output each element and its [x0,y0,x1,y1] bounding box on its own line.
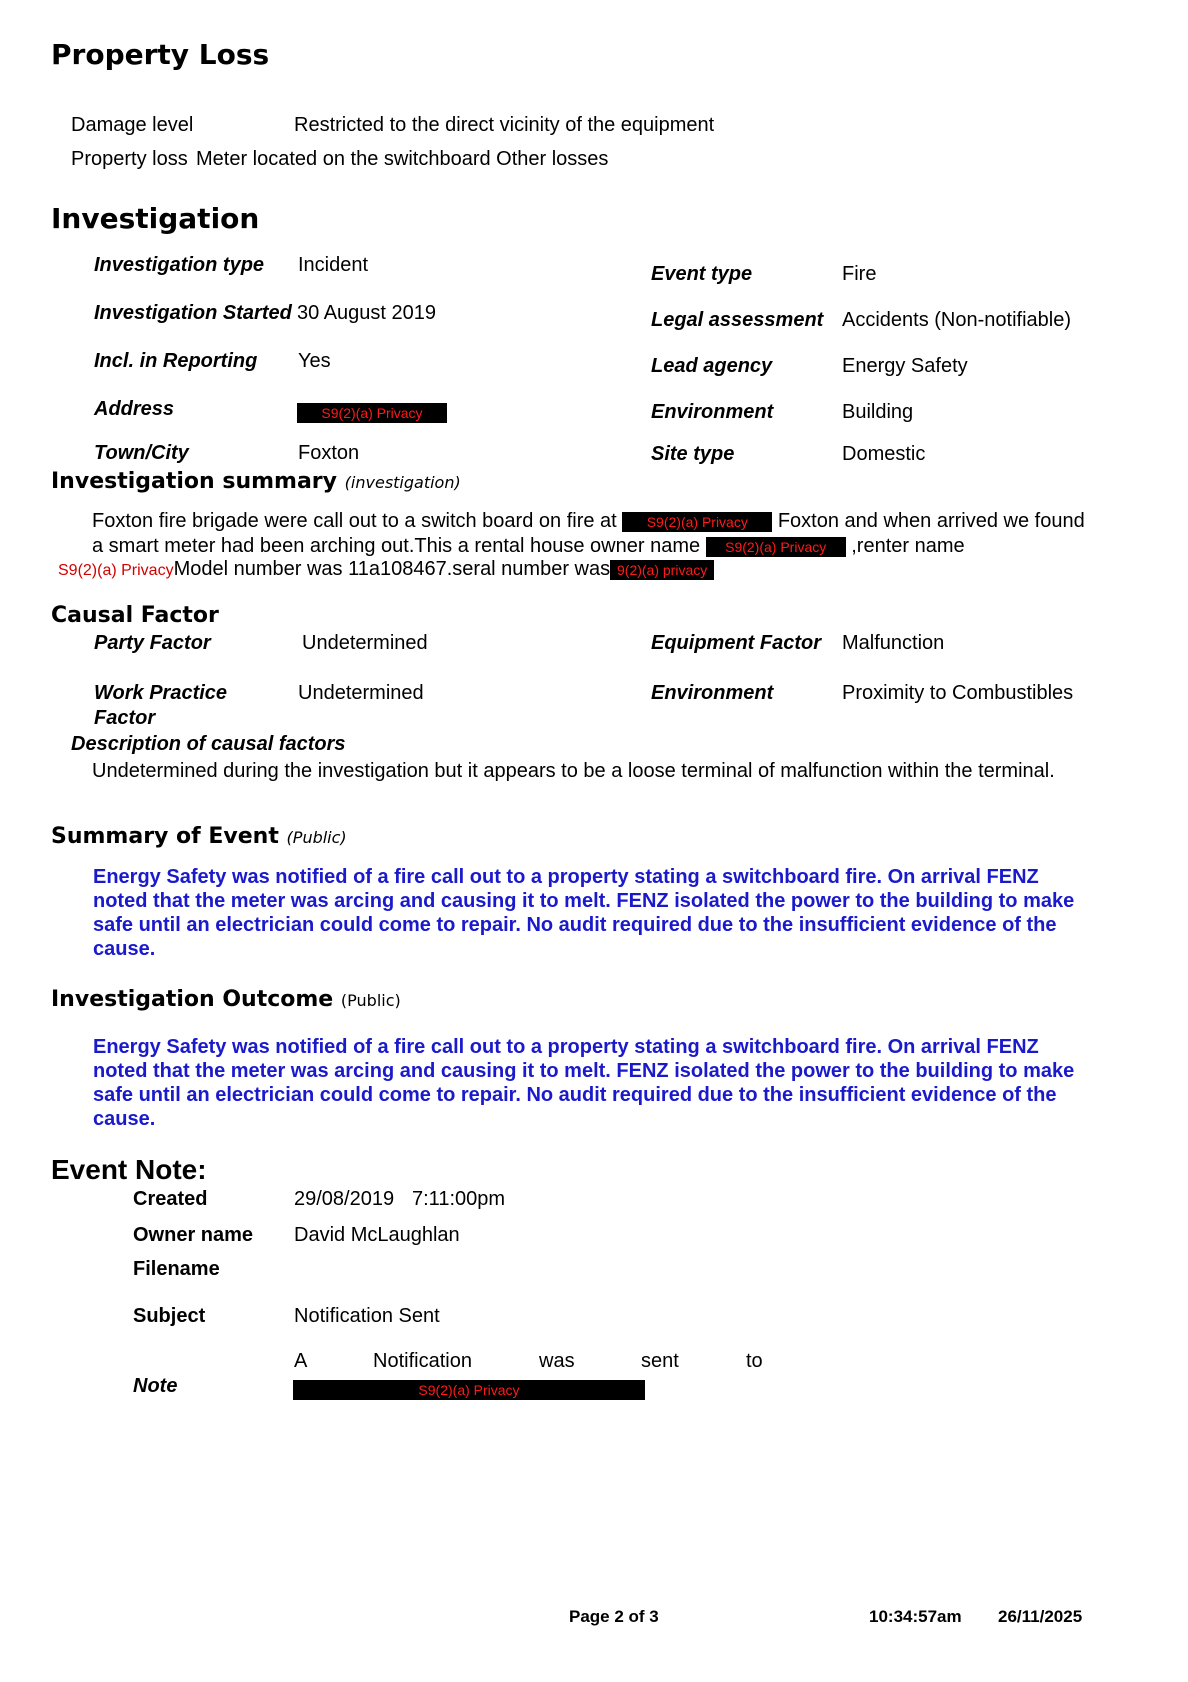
note-word-2: Notification [373,1350,472,1372]
address-redaction: S9(2)(a) Privacy [297,403,447,423]
damage-level-value: Restricted to the direct vicinity of the equipment [294,114,715,136]
address-label: Address [94,398,175,420]
summary-line-1-redaction: S9(2)(a) Privacy [622,512,772,532]
summary-line-3 [58,558,714,581]
incl-in-reporting-label: Incl. in Reporting [94,350,258,372]
filename-label: Filename [133,1258,220,1280]
summary-line-3-redaction: 9(2)(a) privacy [610,560,714,580]
page-number: Page 2 of 3 [569,1607,659,1626]
environment-value: Building [842,401,914,423]
lead-agency-value: Energy Safety [842,355,968,377]
lead-agency-label: Lead agency [651,355,773,377]
work-practice-value: Undetermined [298,682,424,704]
summary-of-event-title: Summary of Event [51,824,279,849]
incl-in-reporting-value: Yes [298,350,331,372]
legal-assessment-label: Legal assessment [651,309,824,331]
town-city-label: Town/City [94,442,189,464]
investigation-type-label: Investigation type [94,254,265,276]
owner-name-value: David McLaughlan [294,1224,460,1246]
summary-of-event-qualifier: (Public) [286,828,347,847]
environment-label: Environment [651,401,774,423]
summary-line-1-text-a: Foxton fire brigade were call out to a switch board on fire at [92,510,617,532]
investigation-summary-qualifier: (investigation) [344,473,461,492]
event-note-heading: Event Note: [51,1154,207,1185]
party-factor-value: Undetermined [302,632,428,654]
causal-environment-label: Environment [651,682,774,704]
causal-environment-value: Proximity to Combustibles [842,682,1074,704]
town-city-value: Foxton [298,442,360,464]
created-date: 29/08/2019 [294,1188,395,1210]
event-type-label: Event type [651,263,753,285]
summary-line-1-text-b: Foxton and when arrived we found [777,510,1085,532]
note-redaction: S9(2)(a) Privacy [293,1380,645,1400]
investigation-outcome-heading [51,987,401,1012]
footer-date: 26/11/2025 [998,1607,1083,1626]
summary-line-2-text-b: ,renter name [851,535,965,557]
investigation-started-value: 30 August 2019 [297,302,437,324]
note-word-4: sent [641,1350,679,1372]
description-causal-label: Description of causal factors [71,733,346,755]
causal-factor-heading: Causal Factor [51,603,219,628]
subject-label: Subject [133,1305,206,1327]
investigation-outcome-text: Energy Safety was notified of a fire call out to a property stating a switchboard fire. On arrival FENZ noted that the meter was arcing and causing it to melt. FENZ isolated the power to the building to make safe until an electrician could come to repair. No audit required due to the insufficient evidence of the cause. [93,1036,1075,1130]
equipment-factor-label: Equipment Factor [651,632,822,654]
created-label: Created [133,1188,208,1210]
summary-line-3-text: Model number was 11a108467.seral number was [173,558,611,580]
investigation-heading: Investigation [51,202,260,235]
subject-value: Notification Sent [294,1305,440,1327]
site-type-value: Domestic [842,443,926,465]
summary-line-2-text-a: a smart meter had been arching out.This a rental house owner name [92,535,701,557]
footer-time: 10:34:57am [869,1607,962,1626]
investigation-outcome-title: Investigation Outcome [51,987,334,1012]
note-label: Note [133,1375,178,1397]
damage-level-label: Damage level [71,114,194,136]
property-loss-label: Property loss [71,148,188,170]
site-type-label: Site type [651,443,735,465]
description-causal-text: Undetermined during the investigation but it appears to be a loose terminal of malfunction within the terminal. [92,760,1055,782]
work-practice-label: Work Practice [94,682,228,704]
summary-of-event-heading [51,824,347,849]
note-word-3: was [539,1350,575,1372]
property-loss-heading: Property Loss [51,38,270,71]
property-loss-value: Meter located on the switchboard Other losses [196,148,609,170]
summary-of-event-text: Energy Safety was notified of a fire call out to a property stating a switchboard fire. On arrival FENZ noted that the meter was arcing and causing it to melt. FENZ isolated the power to the building to make safe until an electrician could come to repair. No audit required due to the insufficient evidence of the cause. [93,866,1075,960]
owner-name-label: Owner name [133,1224,254,1246]
legal-assessment-value: Accidents (Non-notifiable) [842,309,1071,331]
event-type-value: Fire [842,263,877,285]
equipment-factor-value: Malfunction [842,632,945,654]
summary-line-2 [92,535,986,558]
summary-line-1 [92,510,1085,533]
note-word-1: A [294,1350,308,1372]
note-word-5: to [746,1350,763,1372]
investigation-started-label: Investigation Started [94,302,292,324]
investigation-summary-heading [51,469,461,494]
party-factor-label: Party Factor [94,632,211,654]
investigation-summary-title: Investigation summary [51,469,337,494]
summary-line-3-redacted-prefix: S9(2)(a) Privacy [58,562,174,579]
summary-line-2-redaction: S9(2)(a) Privacy [706,537,846,557]
work-practice-label-line2: Factor [94,707,156,729]
investigation-type-value: Incident [298,254,369,276]
created-time: 7:11:00pm [412,1188,506,1210]
investigation-outcome-qualifier: (Public) [340,991,401,1010]
